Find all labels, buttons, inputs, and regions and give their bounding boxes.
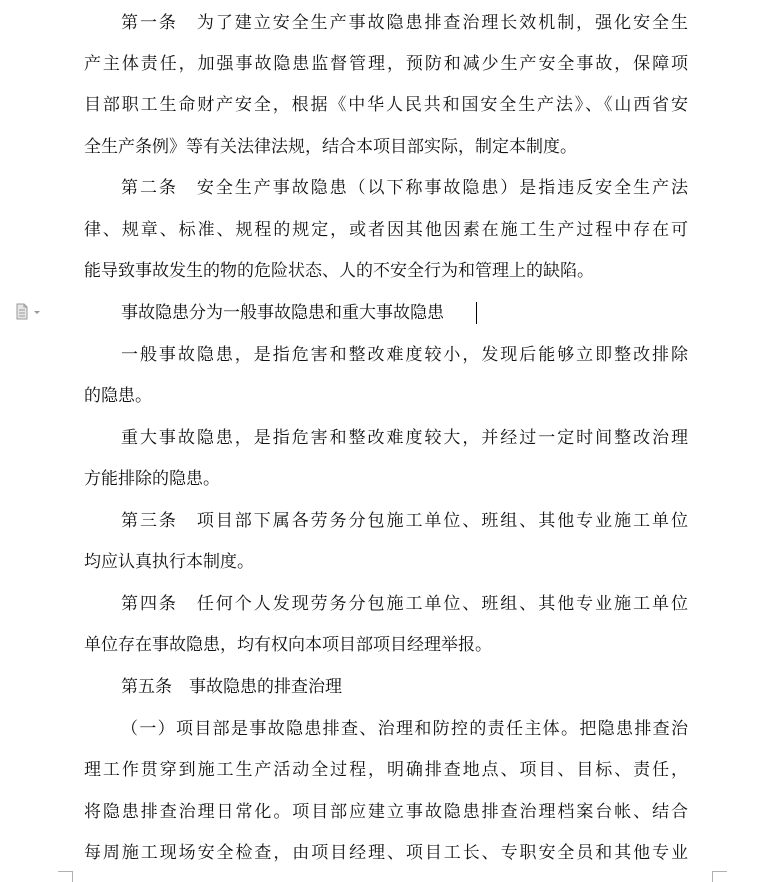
document-line: （一）项目部是事故隐患排查、治理和防控的责任主体。把隐患排查治	[121, 719, 688, 739]
document-line: 事故隐患分为一般事故隐患和重大事故隐患	[121, 303, 444, 323]
paragraph-menu-icon[interactable]	[14, 303, 44, 321]
document-line: 产主体责任，加强事故隐患监督管理，预防和减少生产安全事故，保障项	[84, 54, 688, 74]
document-line: 重大事故隐患，是指危害和整改难度较大，并经过一定时间整改治理	[121, 428, 688, 448]
page-corner-marker-right	[712, 871, 727, 882]
document-line: 第一条 为了建立安全生产事故隐患排查治理长效机制，强化安全生	[121, 13, 688, 33]
document-line: 将隐患排查治理日常化。项目部应建立事故隐患排查治理档案台帐、结合	[84, 802, 688, 822]
document-line: 单位存在事故隐患，均有权向本项目部项目经理举报。	[84, 635, 492, 655]
document-line: 第五条 事故隐患的排查治理	[121, 677, 342, 697]
document-line: 目部职工生命财产安全，根据《中华人民共和国安全生产法》、《山西省安	[84, 95, 688, 115]
page-corner-marker-left	[58, 871, 73, 882]
document-line: 每周施工现场安全检查，由项目经理、项目工长、专职安全员和其他专业	[84, 843, 688, 863]
document-line: 第三条 项目部下属各劳务分包施工单位、班组、其他专业施工单位	[121, 511, 688, 531]
text-cursor	[476, 302, 477, 324]
document-line: 方能排除的隐患。	[84, 469, 220, 489]
document-line: 第四条 任何个人发现劳务分包施工单位、班组、其他专业施工单位	[121, 594, 688, 614]
document-line: 理工作贯穿到施工生产活动全过程，明确排查地点、项目、目标、责任，	[84, 760, 688, 780]
document-line: 全生产条例》等有关法律法规，结合本项目部实际，制定本制度。	[84, 137, 577, 157]
document-line: 能导致事故发生的物的危险状态、人的不安全行为和管理上的缺陷。	[84, 261, 594, 281]
document-line: 的隐患。	[84, 386, 152, 406]
document-line: 一般事故隐患，是指危害和整改难度较小，发现后能够立即整改排除	[121, 345, 688, 365]
document-line: 第二条 安全生产事故隐患（以下称事故隐患）是指违反安全生产法	[121, 178, 688, 198]
document-line: 均应认真执行本制度。	[84, 552, 254, 572]
document-line: 律、规章、标准、规程的规定，或者因其他因素在施工生产过程中存在可	[84, 220, 688, 240]
